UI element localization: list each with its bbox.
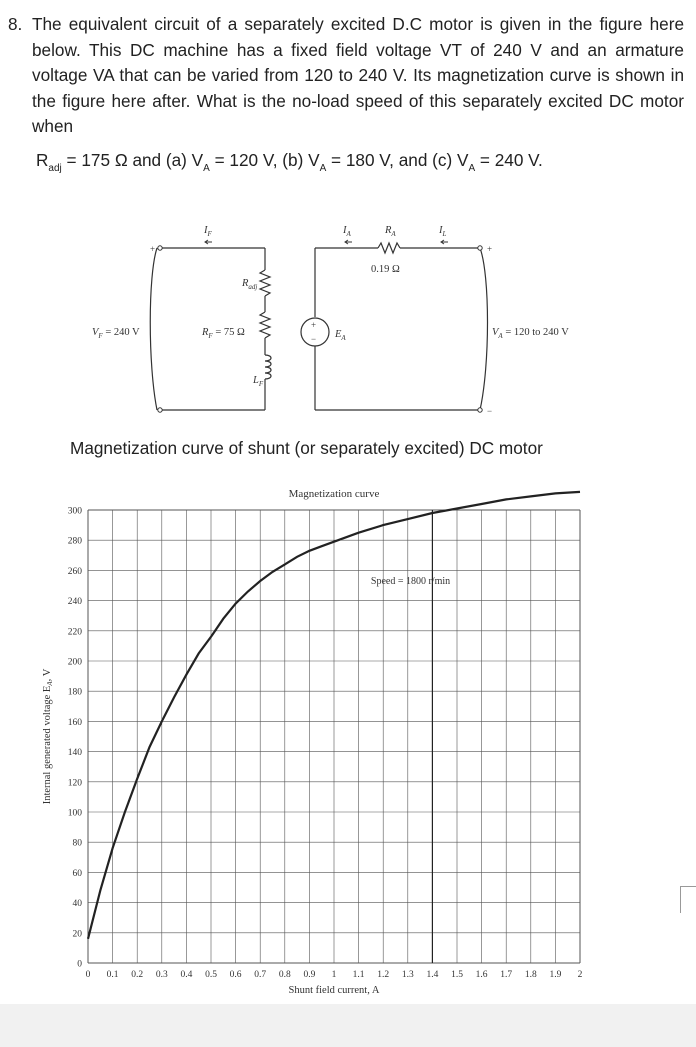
x-tick-label: 1.9 [549, 970, 562, 980]
field-terminal-bracket [150, 248, 157, 410]
x-tick-label: 1 [331, 970, 337, 980]
rf-label: $R_F = 75$ Ω [202, 327, 245, 340]
y-axis-label-unit: , V [42, 668, 53, 682]
r-adj-subscript: adj [48, 163, 62, 174]
ia-label: $I_A$ [343, 225, 351, 238]
y-tick-label: 80 [72, 838, 82, 849]
y-tick-label: 40 [72, 899, 82, 910]
question-number: 8. [8, 14, 23, 34]
y-tick-label: 260 [67, 566, 82, 577]
y-tick-labels [68, 507, 83, 970]
x-axis-label: Shunt field current, A [288, 985, 380, 996]
ra-label: $R_A$ [385, 225, 396, 238]
y-tick-label: 100 [67, 808, 82, 819]
y-axis-label-sub: A [46, 681, 54, 686]
x-tick-label: 2 [577, 970, 583, 980]
x-tick-label: 0 [85, 970, 91, 980]
x-tick-label: 0.1 [106, 970, 119, 980]
x-tick-label: 1.7 [500, 970, 513, 980]
ea-minus-sign: − [311, 334, 317, 344]
y-tick-label: 20 [72, 929, 82, 940]
y-tick-label: 180 [67, 687, 82, 698]
case-c-subscript: A [468, 163, 476, 174]
case-a-subscript: A [203, 163, 210, 174]
y-tick-label: 120 [67, 778, 82, 789]
r-a-resistor [378, 243, 400, 253]
if-label: $I_F$ [204, 225, 212, 238]
x-tick-label: 1.2 [377, 970, 390, 980]
x-tick-label: 0.5 [205, 970, 217, 980]
given-values [36, 150, 543, 174]
ra-value: 0.19 Ω [371, 264, 400, 275]
x-tick-label: 0.9 [303, 970, 316, 980]
question-text: The equivalent circuit of a separately excited D.C motor is given in the figure here below. This DC machine has a fixed field voltage VT of 240 V and an armature voltage VA that can be varied from 120 to 240 V. Its magnetization curve is shown in the figure here after. What is the no-load speed of this separately excited DC motor when [32, 14, 684, 136]
ia-arrow [345, 240, 352, 244]
va-label: $V_A = 120$ to 240 V [492, 327, 569, 340]
case-b-value: = 180 V, and (c) V [326, 150, 469, 170]
chart-title: Magnetization curve [288, 488, 380, 500]
if-arrow [205, 240, 212, 244]
y-tick-label: 140 [67, 748, 82, 759]
case-b-subscript: A [319, 163, 327, 174]
r-adj-label: $R_{adj}$ [242, 278, 258, 291]
y-tick-label: 280 [67, 536, 82, 547]
field-minus-terminal [158, 408, 162, 412]
y-tick-label: 220 [67, 627, 82, 638]
x-tick-label: 0.4 [180, 970, 193, 980]
il-label: $I_L$ [439, 225, 447, 238]
y-tick-label: 160 [67, 717, 82, 728]
armature-minus-terminal [478, 408, 482, 412]
field-plus-terminal [158, 246, 162, 250]
x-tick-label: 1.8 [524, 970, 537, 980]
x-tick-label: 1.3 [401, 970, 414, 980]
magnetization-title: Magnetization curve of shunt (or separately excited) DC motor [70, 438, 543, 458]
armature-terminal-bracket [480, 248, 488, 410]
x-tick-label: 0.8 [278, 970, 291, 980]
ea-plus-sign: + [311, 320, 317, 330]
question-block [8, 12, 684, 140]
x-tick-label: 1.1 [352, 970, 365, 980]
magnetization-chart [0, 480, 696, 1005]
vf-label: $V_F = 240$ V [92, 327, 140, 340]
r-adj-value: = 175 Ω and (a) V [61, 150, 204, 170]
ea-label: $E_A$ [335, 329, 346, 342]
r-adj-symbol: R [36, 150, 49, 170]
x-tick-label: 0.6 [229, 970, 242, 980]
corner-bracket [680, 886, 696, 913]
speed-annotation: Speed = 1800 r/min [370, 575, 451, 587]
armature-plus-terminal [478, 246, 482, 250]
r-adj-resistor [260, 270, 270, 296]
x-tick-label: 1.4 [426, 970, 439, 980]
y-tick-label: 0 [77, 959, 82, 970]
x-tick-label: 1.6 [475, 970, 488, 980]
bottom-band [0, 1004, 696, 1047]
il-arrow [441, 240, 448, 244]
x-tick-labels [86, 970, 583, 980]
case-c-value: = 240 V. [475, 150, 543, 170]
l-f-inductor [265, 355, 271, 379]
y-tick-label: 200 [67, 657, 82, 668]
y-tick-label: 60 [72, 868, 82, 879]
y-tick-label: 240 [67, 597, 82, 608]
case-a-value: = 120 V, (b) V [209, 150, 320, 170]
chart-grid [88, 510, 580, 963]
x-tick-label: 0.7 [254, 970, 267, 980]
y-tick-label: 300 [67, 506, 82, 517]
armature-minus-sign: − [487, 406, 493, 416]
x-tick-label: 1.5 [451, 970, 463, 980]
lf-label: $L_F$ [253, 375, 264, 388]
armature-plus-sign: + [487, 244, 493, 254]
equivalent-circuit-diagram [60, 215, 600, 425]
x-tick-label: 0.2 [131, 970, 144, 980]
r-f-resistor [260, 312, 270, 338]
x-tick-label: 0.3 [155, 970, 168, 980]
y-axis-label [42, 668, 54, 804]
y-axis-label-text: Internal generated voltage E [42, 685, 53, 805]
field-plus-sign: + [150, 244, 156, 254]
